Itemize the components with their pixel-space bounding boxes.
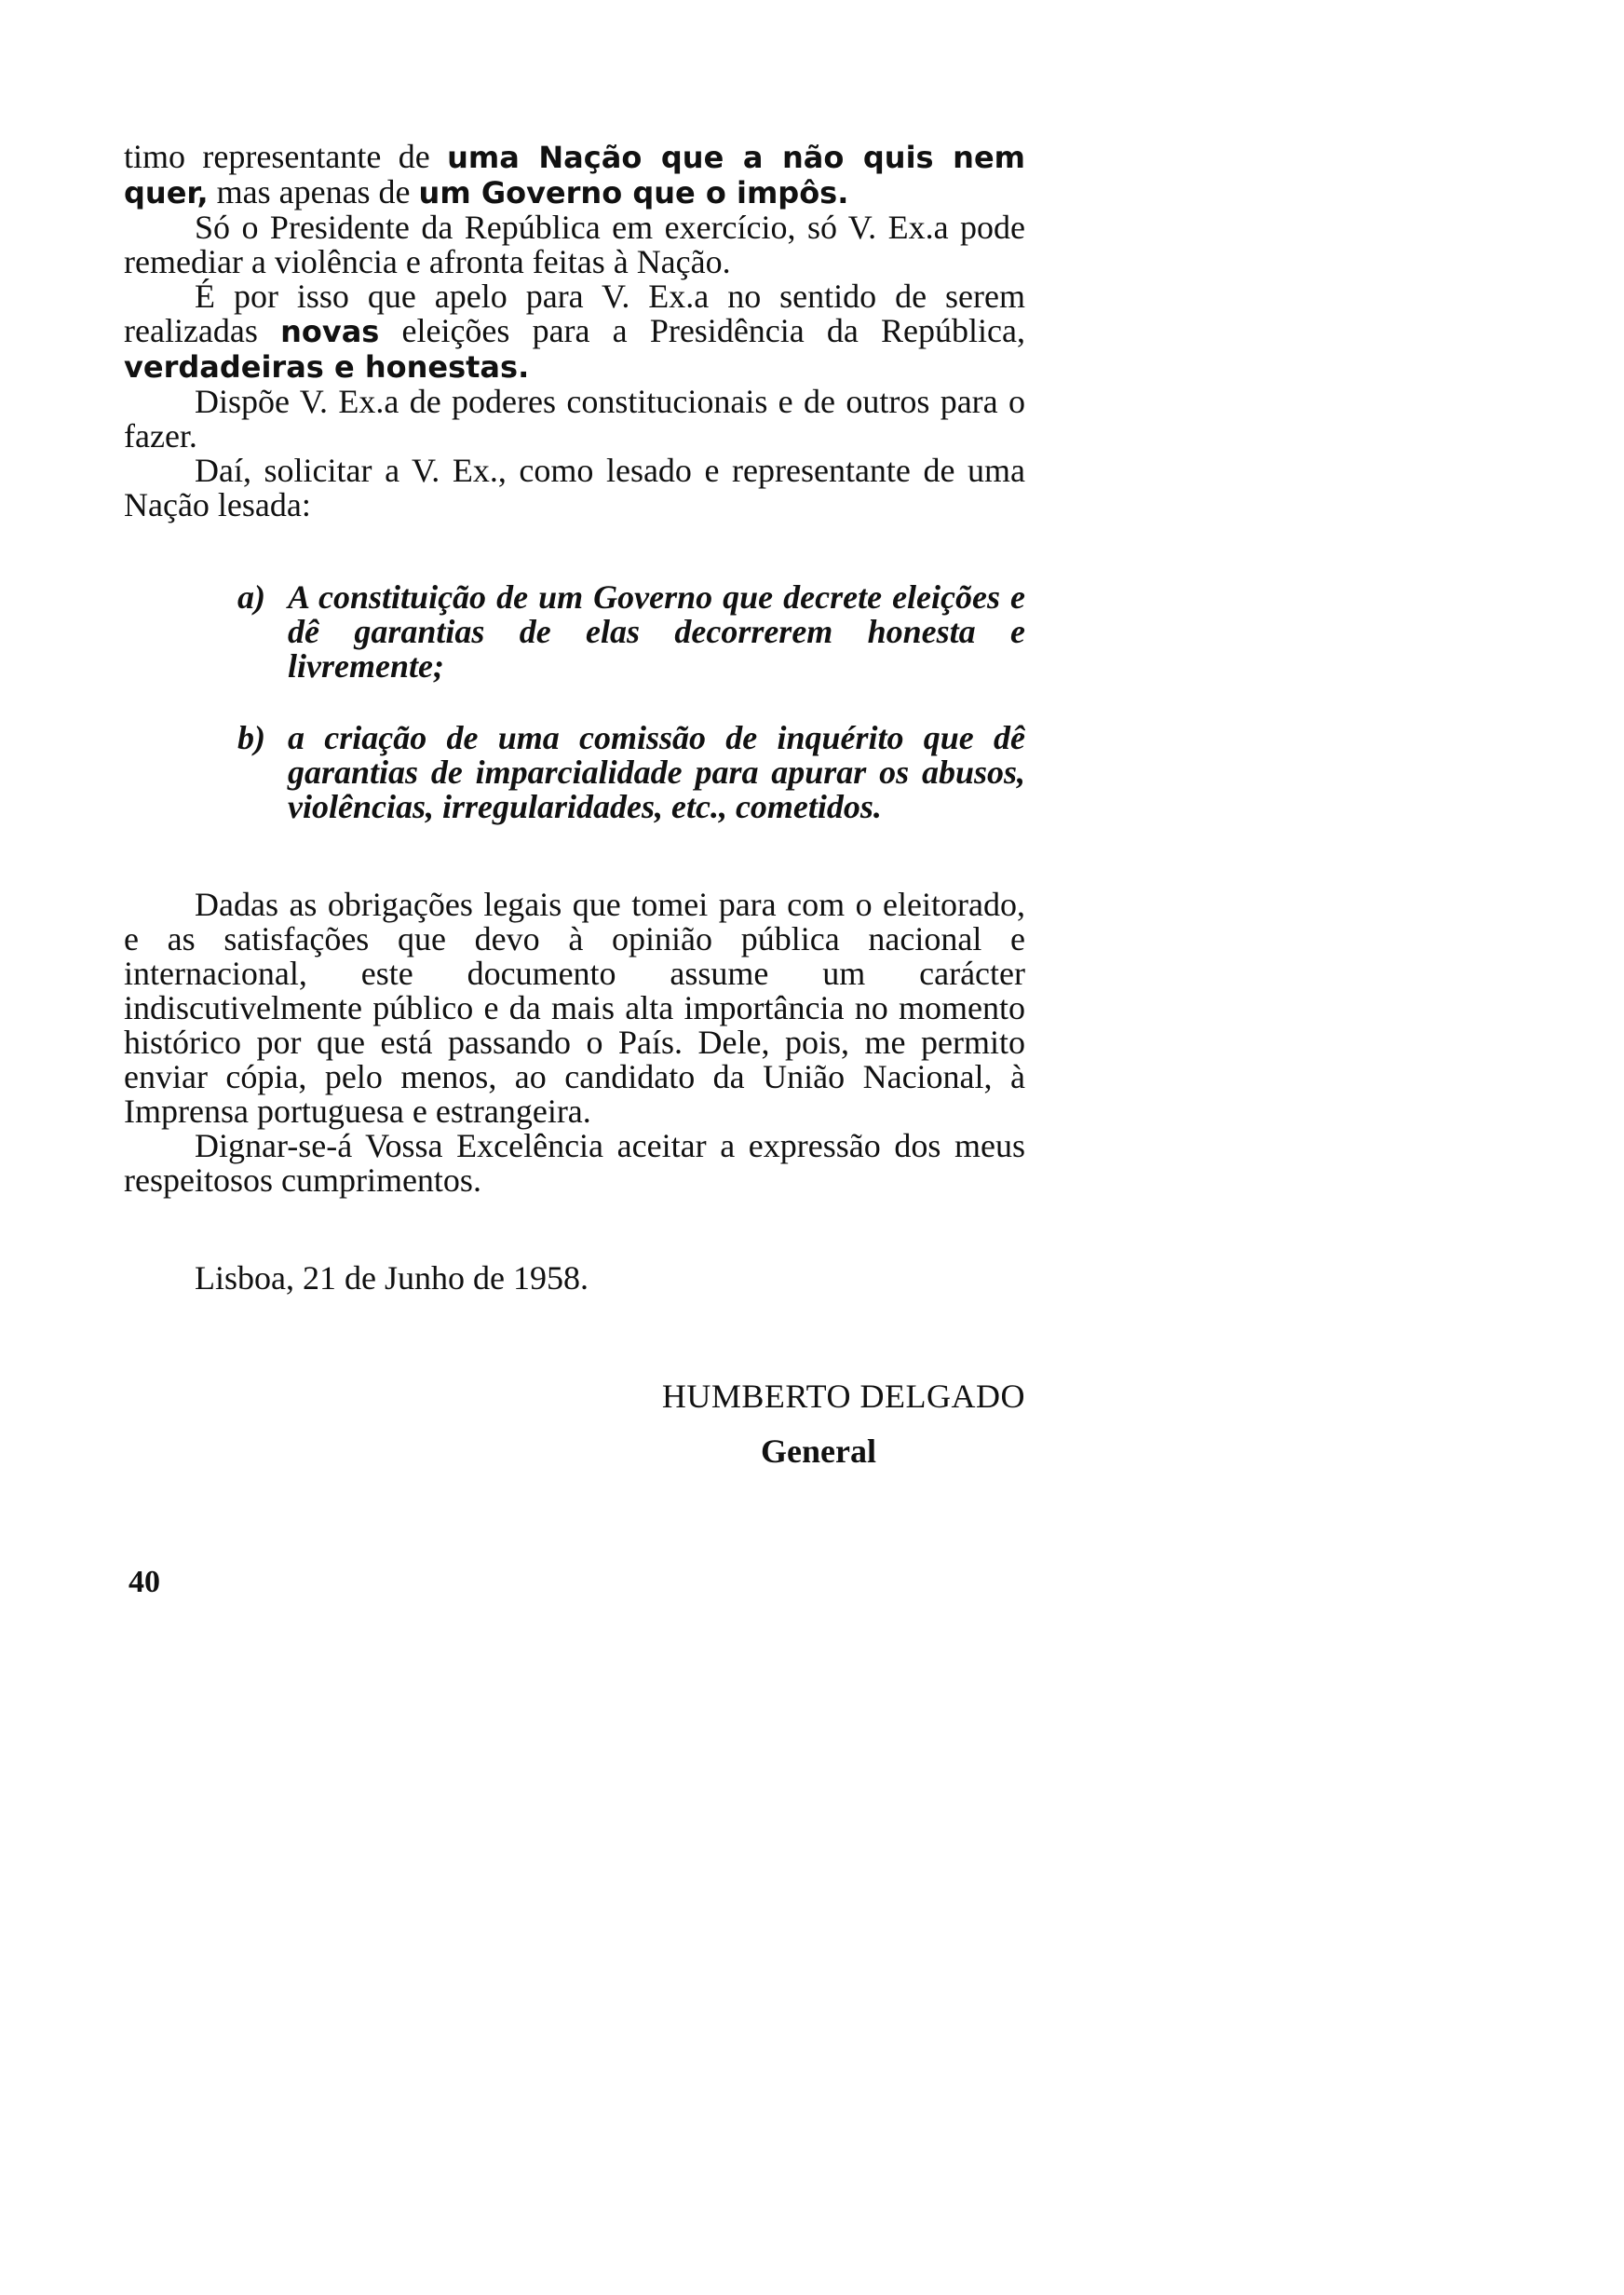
list-marker: a) xyxy=(237,578,265,616)
list-marker: b) xyxy=(237,719,265,756)
paragraph-7: Dignar-se-á Vossa Excelência aceitar a expressão dos meus respeitosos cumprimentos. xyxy=(124,1127,1025,1199)
paragraph-3: É por isso que apelo para V. Ex.a no sentido de serem realizadas novas eleições para a Presidência da República, verdadeiras e honestas. xyxy=(124,278,1025,385)
emphasis-text: novas xyxy=(280,314,380,349)
page-number: 40 xyxy=(129,1565,160,1599)
list-item xyxy=(124,721,1025,824)
paragraph-4: Dispõe V. Ex.a de poderes constitucionais e de outros para o fazer. xyxy=(124,383,1025,455)
list-item-text: A constituição de um Governo que decrete eleições e dê garantias de elas decorrerem honesta e livremente; xyxy=(288,578,1025,685)
list-item xyxy=(124,580,1025,684)
request-list xyxy=(124,580,1025,824)
emphasis-text: um Governo que o impôs. xyxy=(418,175,849,210)
emphasis-text: uma Nação que a não quis nem quer, xyxy=(124,140,1025,210)
list-item-text: a criação de uma comissão de inquérito que dê garantias de imparcialidade para apurar os abusos, violências, irregularidades, etc., cometidos. xyxy=(288,719,1025,825)
dateline: Lisboa, 21 de Junho de 1958. xyxy=(195,1259,589,1297)
signature-block xyxy=(124,1379,1025,1469)
signature-title: General xyxy=(761,1433,876,1470)
emphasis-text: verdadeiras e honestas. xyxy=(124,349,530,385)
signature-name: HUMBERTO DELGADO xyxy=(661,1378,1025,1415)
closing-block xyxy=(124,888,1025,1198)
paragraph-5: Daí, solicitar a V. Ex., como lesado e representante de uma Nação lesada: xyxy=(124,452,1025,523)
paragraph-1: timo representante de uma Nação que a não quis nem quer, mas apenas de um Governo que o impôs. xyxy=(124,138,1025,210)
paragraph-2: Só o Presidente da República em exercício, só V. Ex.a pode remediar a violência e afronta feitas à Nação. xyxy=(124,209,1025,280)
paragraph-6: Dadas as obrigações legais que tomei para com o eleitorado, e as satisfações que devo à opinião pública nacional e internacional, este documento assume um carácter indiscutivelmente público e da mais alta importância no momento histórico por que está passando o País. Dele, pois, me permito enviar cópia, pelo menos, ao candidato da União Nacional, à Imprensa portuguesa e estrangeira. xyxy=(124,886,1025,1130)
document-page xyxy=(124,140,1025,1469)
